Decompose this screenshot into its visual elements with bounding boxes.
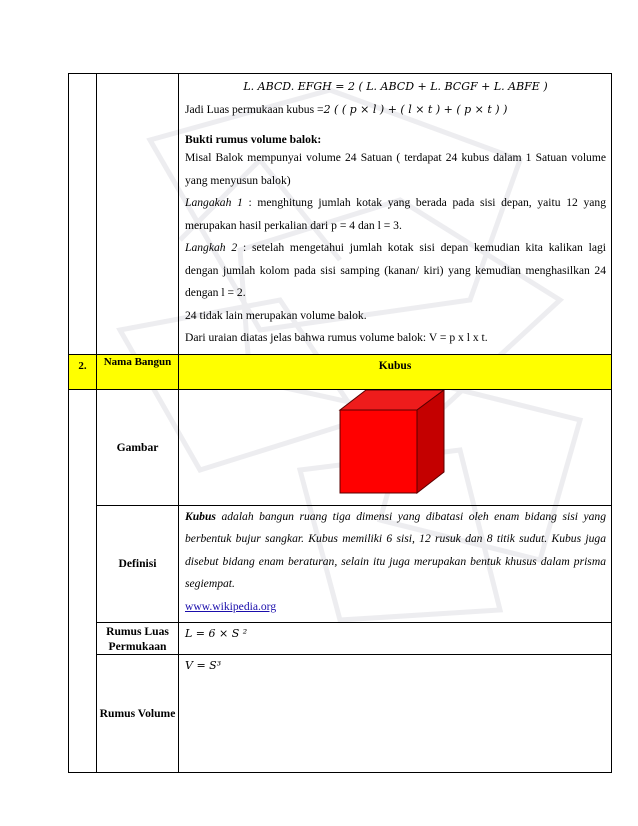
- definisi-label: Definisi: [97, 505, 179, 623]
- row-number: 2.: [69, 354, 97, 389]
- bukti-heading: Bukti rumus volume balok:: [185, 133, 322, 146]
- rumus-volume-label: Rumus Volume: [97, 655, 179, 773]
- step-2-label: Langkah 2: [185, 241, 238, 254]
- cube-image: [179, 390, 612, 505]
- paragraph-volume: Misal Balok mempunyai volume 24 Satuan ( terdapat 24 kubus dalam 1 Satuan volume yang menyusun balok): [185, 151, 606, 187]
- rumus-volume-row: [69, 655, 612, 773]
- step-1-label: Langakah 1: [185, 196, 243, 209]
- cube-front-face: [340, 410, 417, 493]
- gambar-row: [69, 389, 612, 505]
- conclusion-line: Dari uraian diatas jelas bahwa rumus volume balok: V = p x l x t.: [185, 331, 488, 344]
- rumus-volume-formula: V = S³: [185, 659, 222, 672]
- volume-statement: 24 tidak lain merupakan volume balok.: [185, 308, 367, 322]
- shape-name: Kubus: [179, 354, 612, 389]
- luas-permukaan-line: [185, 99, 606, 122]
- luas-formula: 2 ( ( p × l ) + ( l × t ) + ( p × t ) ): [323, 102, 508, 116]
- definisi-row: [69, 505, 612, 623]
- step-2-text: : setelah mengetahui jumlah kotak sisi depan kemudian kita kalikan lagi dengan jumlah kolom pada sisi samping (kanan/ kiri) yang kemudian menghasilkan 24 dengan l = 2.: [185, 241, 606, 299]
- content-table: [68, 73, 612, 773]
- nama-bangun-label: Nama Bangun: [97, 354, 179, 389]
- gambar-label: Gambar: [97, 389, 179, 505]
- step-1-text: : menghitung jumlah kotak yang berada pada sisi depan, yaitu 12 yang merupakan hasil perkalian dari p = 4 dan l = 3.: [185, 196, 606, 232]
- wikipedia-link[interactable]: www.wikipedia.org: [185, 599, 277, 613]
- header-row: [69, 354, 612, 389]
- step-1: [185, 192, 606, 237]
- definisi-term: Kubus: [185, 509, 216, 523]
- luas-prefix: Jadi Luas permukaan kubus =: [185, 102, 324, 116]
- proof-row: [69, 74, 612, 355]
- definisi-text: adalah bangun ruang tiga dimensi yang dibatasi oleh enam bidang sisi yang berbentuk bujur sangkar. Kubus memiliki 6 sisi, 12 rusuk dan 8 titik sudut. Kubus juga disebut bidang enam beraturan, selain itu juga merupakan bentuk khusus dalam prisma segiempat.: [185, 509, 606, 590]
- step-2: [185, 237, 606, 305]
- rumus-luas-formula: L = 6 × S ²: [185, 627, 248, 640]
- surface-formula-line: L. ABCD. EFGH = 2 ( L. ABCD + L. BCGF + L. ABFE ): [243, 80, 548, 93]
- rumus-luas-label: Rumus Luas Permukaan: [97, 623, 179, 655]
- rumus-luas-row: [69, 623, 612, 655]
